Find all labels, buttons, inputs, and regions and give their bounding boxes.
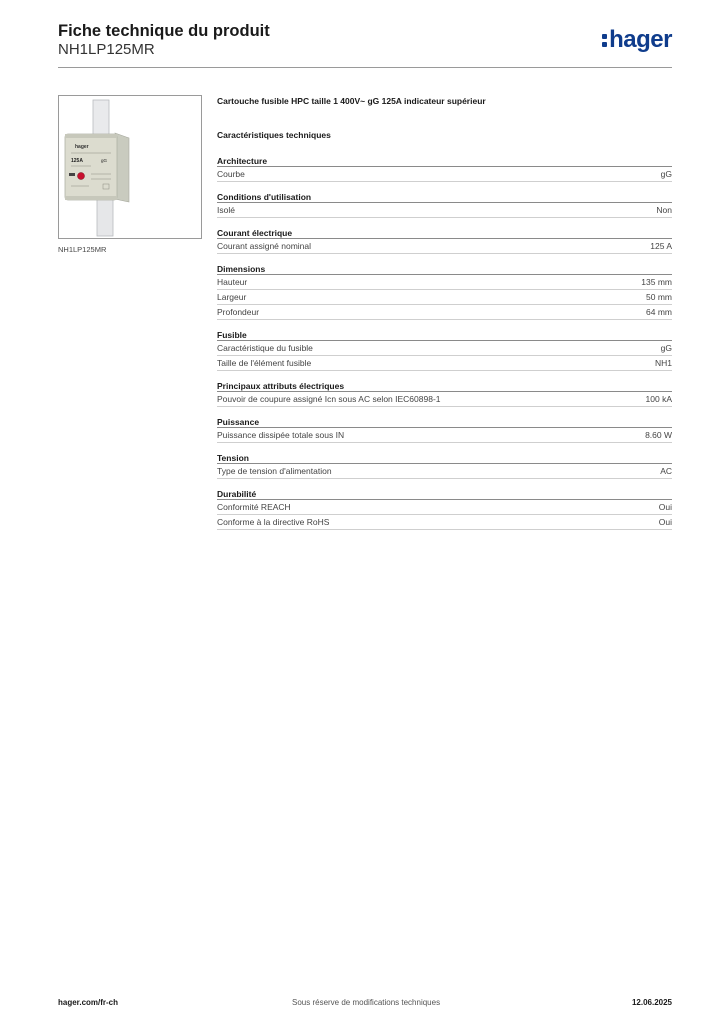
fuse-brand-label: hager (75, 144, 89, 150)
characteristic-row (217, 203, 672, 218)
characteristic-label: Isolé (217, 205, 235, 215)
page-header (58, 20, 672, 68)
product-description: Cartouche fusible HPC taille 1 400V~ gG 125A indicateur supérieur (217, 96, 486, 106)
logo-text: hager (609, 26, 672, 53)
characteristic-value: NH1 (654, 358, 672, 368)
page-title: Fiche technique du produit (58, 22, 270, 40)
product-image-caption: NH1LP125MR (58, 245, 107, 254)
group-title: Puissance (217, 417, 672, 428)
group-title: Durabilité (217, 489, 672, 500)
characteristic-label: Puissance dissipée totale sous IN (217, 430, 345, 440)
characteristic-row (217, 167, 672, 182)
characteristic-group (217, 417, 672, 443)
characteristic-label: Type de tension d'alimentation (217, 466, 332, 476)
characteristic-row (217, 290, 672, 305)
characteristic-value: gG (660, 343, 672, 353)
characteristic-value: 8.60 W (645, 430, 672, 440)
characteristic-label: Conformité REACH (217, 502, 291, 512)
logo-dots-icon (601, 28, 608, 48)
group-title: Courant électrique (217, 228, 672, 239)
characteristics-list (217, 156, 672, 530)
characteristic-label: Conforme à la directive RoHS (217, 517, 330, 527)
characteristic-row (217, 464, 672, 479)
characteristic-group (217, 330, 672, 371)
characteristic-row (217, 428, 672, 443)
characteristic-row (217, 515, 672, 530)
characteristic-value: 64 mm (646, 307, 672, 317)
product-image (58, 95, 202, 239)
fuse-type-label: gG (101, 158, 108, 163)
footer-date: 12.06.2025 (631, 998, 672, 1007)
group-title: Tension (217, 453, 672, 464)
footer-notice: Sous réserve de modifications techniques (292, 998, 441, 1007)
characteristic-label: Courbe (217, 169, 245, 179)
characteristic-row (217, 239, 672, 254)
characteristic-value: AC (660, 466, 672, 476)
group-title: Conditions d'utilisation (217, 192, 672, 203)
characteristic-group (217, 381, 672, 407)
group-title: Architecture (217, 156, 672, 167)
characteristic-group (217, 453, 672, 479)
characteristic-group (217, 489, 672, 530)
characteristic-label: Caractéristique du fusible (217, 343, 313, 353)
characteristic-label: Largeur (217, 292, 247, 302)
characteristic-group (217, 156, 672, 182)
characteristic-value: Oui (658, 502, 672, 512)
characteristic-row (217, 305, 672, 320)
characteristic-row (217, 275, 672, 290)
characteristic-value: 50 mm (646, 292, 672, 302)
characteristic-value: Oui (658, 517, 672, 527)
characteristic-group (217, 264, 672, 320)
characteristic-label: Pouvoir de coupure assigné Icn sous AC selon IEC60898-1 (217, 394, 441, 404)
characteristic-label: Courant assigné nominal (217, 241, 312, 251)
hager-logo (601, 26, 672, 54)
product-details (217, 96, 672, 540)
group-title: Dimensions (217, 264, 672, 275)
characteristic-label: Profondeur (217, 307, 260, 317)
fuse-cartridge-icon (59, 96, 201, 238)
characteristic-row (217, 500, 672, 515)
section-heading: Caractéristiques techniques (217, 130, 331, 140)
product-reference: NH1LP125MR (58, 41, 155, 58)
characteristic-row (217, 392, 672, 407)
footer-website[interactable]: hager.com/fr-ch (58, 998, 119, 1007)
characteristic-group (217, 228, 672, 254)
characteristic-label: Taille de l'élément fusible (217, 358, 312, 368)
group-title: Fusible (217, 330, 672, 341)
fuse-rating-label: 125A (71, 158, 83, 164)
characteristic-row (217, 356, 672, 371)
characteristic-group (217, 192, 672, 218)
characteristic-value: 100 kA (645, 394, 672, 404)
group-title: Principaux attributs électriques (217, 381, 672, 392)
header-divider (58, 67, 672, 68)
characteristic-value: Non (656, 205, 672, 215)
characteristic-value: 125 A (650, 241, 672, 251)
characteristic-label: Hauteur (217, 277, 248, 287)
characteristic-value: 135 mm (641, 277, 672, 287)
characteristic-value: gG (660, 169, 672, 179)
characteristic-row (217, 341, 672, 356)
